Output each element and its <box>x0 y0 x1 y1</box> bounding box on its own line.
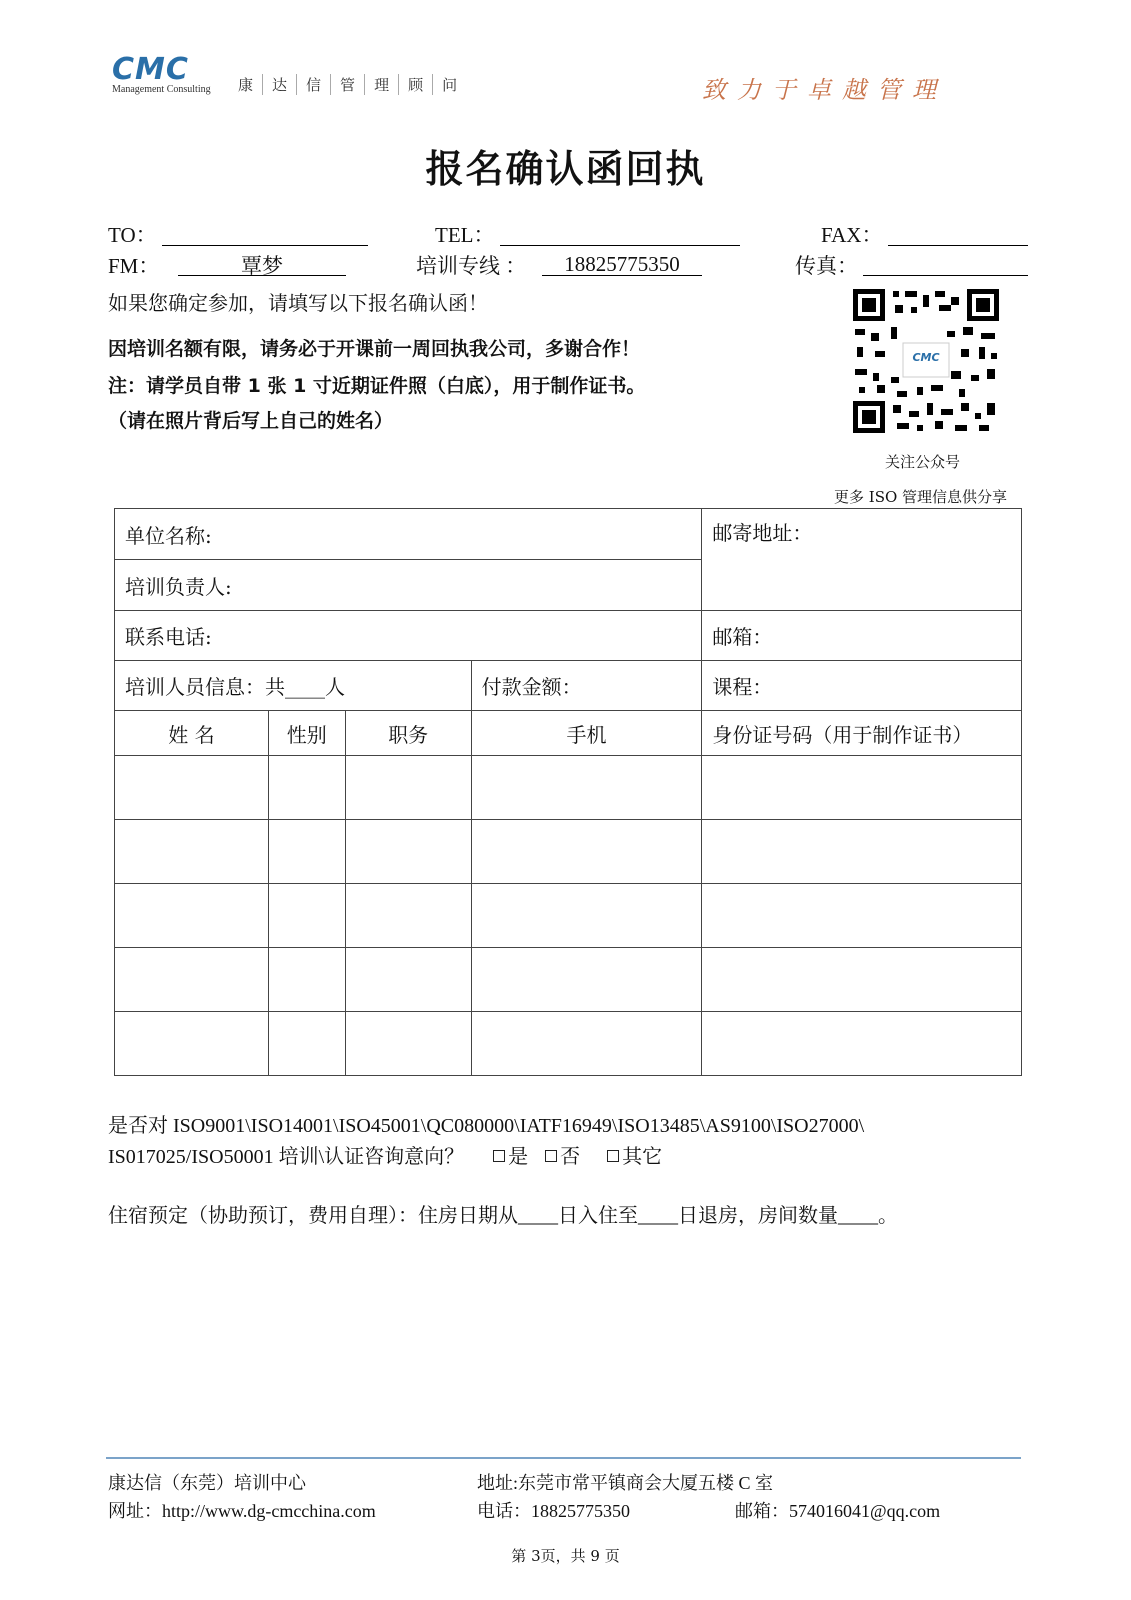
page-number: 第 3页，共 9 页 <box>511 1547 620 1565</box>
note-line-1: 因培训名额有限，请务必于开课前一周回执我公司，多谢合作！ <box>108 338 641 360</box>
cell[interactable] <box>702 756 1022 820</box>
lodging-line: 住宿预定（协助预订，费用自理）：住房日期从____日入住至____日退房，房间数量____。 <box>108 1205 898 1227</box>
logo-char: 管 <box>330 74 364 95</box>
col-header-mobile: 手机 <box>471 711 702 756</box>
fm-value: 覃梦 <box>241 254 283 278</box>
qr-logo-text: CMC <box>912 351 940 364</box>
phone-cell[interactable]: 联系电话: <box>115 611 702 661</box>
cell[interactable] <box>268 948 345 1012</box>
col-header-gender: 性别 <box>268 711 345 756</box>
logo-subtitle: Management Consulting <box>112 84 211 95</box>
cell[interactable] <box>471 1012 702 1076</box>
fm-field[interactable] <box>178 275 346 276</box>
logo-char: 问 <box>432 74 466 95</box>
logo-text: CMC <box>112 52 189 87</box>
footer-email[interactable]: 邮箱：574016041@qq.com <box>735 1501 941 1521</box>
checkbox-yes[interactable] <box>493 1150 505 1162</box>
hotline-label: 培训专线 ： <box>416 254 527 278</box>
cell[interactable] <box>471 820 702 884</box>
iso-question-text: IS017025/ISO50001 培训\认证咨询意向？ <box>108 1146 465 1168</box>
email-cell[interactable]: 邮箱： <box>702 611 1022 661</box>
cell[interactable] <box>115 948 269 1012</box>
qr-caption-2: 更多 ISO 管理信息供分享 <box>834 488 1008 506</box>
cell[interactable] <box>471 884 702 948</box>
logo-char: 信 <box>296 74 330 95</box>
option-other-label: 其它 <box>622 1146 663 1168</box>
cell[interactable] <box>345 948 471 1012</box>
option-no-label: 否 <box>560 1146 581 1168</box>
cell[interactable] <box>115 1012 269 1076</box>
col-header-name: 姓 名 <box>115 711 269 756</box>
cell[interactable] <box>268 884 345 948</box>
cell[interactable] <box>268 1012 345 1076</box>
slogan: 致力于卓越管理 <box>702 76 947 104</box>
iso-question-line-1: 是否对 ISO9001\ISO14001\ISO45001\QC080000\IATF16949\ISO13485\AS9100\ISO27000\ <box>108 1115 865 1137</box>
fax-field[interactable] <box>888 245 1028 246</box>
footer-org: 康达信（东莞）培训中心 <box>108 1473 306 1493</box>
cell[interactable] <box>702 948 1022 1012</box>
table-row <box>115 756 1022 820</box>
cell[interactable] <box>115 884 269 948</box>
cell[interactable] <box>268 756 345 820</box>
mail-address-cell[interactable]: 邮寄地址： <box>702 509 1022 611</box>
payment-cell[interactable]: 付款金额： <box>471 661 702 711</box>
note-line-2: 注：请学员自带 1 张 1 寸近期证件照（白底），用于制作证书。 <box>108 375 646 397</box>
cell[interactable] <box>702 1012 1022 1076</box>
footer-divider <box>106 1457 1021 1459</box>
intro-note: 如果您确定参加，请填写以下报名确认函！ <box>108 291 488 315</box>
tel-label: TEL： <box>435 223 495 247</box>
option-yes-label: 是 <box>508 1146 529 1168</box>
cell[interactable] <box>471 756 702 820</box>
cell[interactable] <box>115 756 269 820</box>
cell[interactable] <box>345 820 471 884</box>
table-row <box>115 820 1022 884</box>
trainee-count-cell[interactable]: 培训人员信息：共____人 <box>115 661 472 711</box>
footer-tel: 电话：18825775350 <box>477 1501 630 1521</box>
cell[interactable] <box>115 820 269 884</box>
footer-website[interactable]: 网址：http://www.dg-cmcchina.com <box>108 1501 376 1521</box>
cell[interactable] <box>345 1012 471 1076</box>
qr-code <box>851 287 1001 435</box>
logo-char: 康 <box>238 76 254 94</box>
cell[interactable] <box>345 884 471 948</box>
hotline-field[interactable] <box>542 275 702 276</box>
unit-name-cell[interactable]: 单位名称: <box>115 509 702 560</box>
logo-chinese <box>234 74 466 95</box>
fm-label: FM： <box>108 254 160 278</box>
checkbox-other[interactable] <box>607 1150 619 1162</box>
hotline-value: 18825775350 <box>564 252 680 276</box>
note-line-3: （请在照片背后写上自己的姓名） <box>108 410 394 432</box>
tel-field[interactable] <box>500 245 740 246</box>
table-row <box>115 948 1022 1012</box>
page-title: 报名确认函回执 <box>425 147 706 191</box>
registration-table <box>114 508 1022 1076</box>
option-no[interactable] <box>545 1146 580 1168</box>
logo-char: 达 <box>262 74 296 95</box>
checkbox-no[interactable] <box>545 1150 557 1162</box>
table-row <box>115 884 1022 948</box>
cell[interactable] <box>702 820 1022 884</box>
logo-char: 顾 <box>398 74 432 95</box>
logo-char: 理 <box>364 74 398 95</box>
col-header-id: 身份证号码（用于制作证书） <box>702 711 1022 756</box>
fax-label: FAX： <box>821 223 883 247</box>
cell[interactable] <box>471 948 702 1012</box>
chuanzhen-label: 传真： <box>795 254 858 278</box>
table-row <box>115 1012 1022 1076</box>
iso-question-line-2 <box>108 1140 662 1169</box>
option-other[interactable] <box>607 1146 662 1168</box>
to-label: TO： <box>108 223 157 247</box>
course-cell[interactable]: 课程： <box>702 661 1022 711</box>
chuanzhen-field[interactable] <box>863 275 1028 276</box>
cell[interactable] <box>345 756 471 820</box>
option-yes[interactable] <box>493 1146 528 1168</box>
footer-address: 地址:东莞市常平镇商会大厦五楼 C 室 <box>477 1473 774 1493</box>
qr-caption: 关注公众号 <box>885 453 961 471</box>
training-lead-cell[interactable]: 培训负责人: <box>115 560 702 611</box>
cell[interactable] <box>268 820 345 884</box>
cell[interactable] <box>702 884 1022 948</box>
col-header-title: 职务 <box>345 711 471 756</box>
to-field[interactable] <box>162 245 368 246</box>
